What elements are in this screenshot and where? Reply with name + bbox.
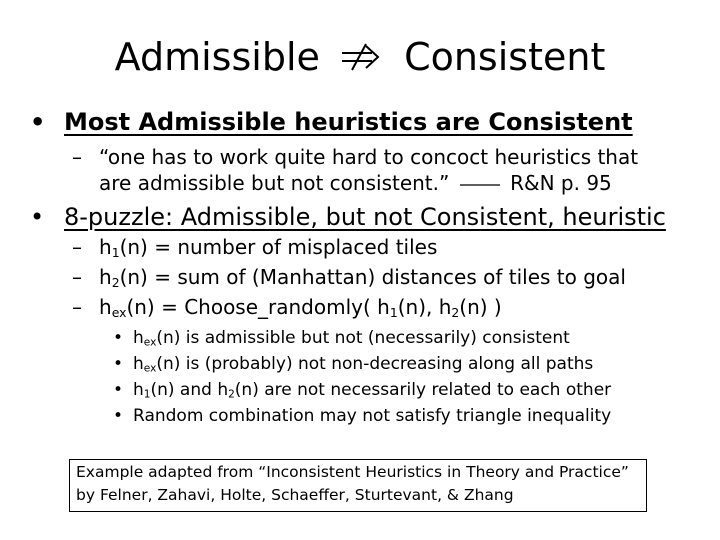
dash: – xyxy=(72,265,82,289)
heuristic-hex: – $h_{ex}(n)$ = Choose_randomly( $h_1(n)$, $h_2(n)$ ) xyxy=(72,295,502,321)
sub-bullet-1: • $h_{ex}(n)$ is admissible but not (necessarily) consistent xyxy=(113,325,570,351)
quote-text-2: are admissible but not consistent.” xyxy=(99,171,450,195)
bullet-dot: • xyxy=(113,380,124,400)
em-dash-rule xyxy=(456,178,504,190)
bullet-1-text: Most Admissible heuristics are Consistent xyxy=(64,108,633,136)
quote-source: R&N p. 95 xyxy=(510,171,612,195)
slide-title xyxy=(0,30,720,84)
quote-text-1: “one has to work quite hard to concoct heuristics that xyxy=(99,145,639,169)
title-right: Consistent xyxy=(404,35,606,79)
dash: – xyxy=(72,235,82,259)
quote-line-1 xyxy=(72,144,638,171)
bullet-2-text: 8-puzzle: Admissible, but not Consistent, heuristic xyxy=(64,203,666,231)
bullet-dot: • xyxy=(30,108,46,136)
quote-line-2 xyxy=(72,170,612,197)
citation-line-1: Example adapted from “Inconsistent Heuristics in Theory and Practice” xyxy=(76,463,629,481)
heuristic-h1: – $h_1(n)$ = number of misplaced tiles xyxy=(72,235,438,261)
bullet-dot: • xyxy=(113,354,124,374)
sub-bullet-3: • $h_1(n)$ and $h_2(n)$ are not necessarily related to each other xyxy=(113,377,611,403)
sub-bullet-4: • Random combination may not satisfy triangle inequality xyxy=(113,403,611,429)
citation-box xyxy=(69,459,647,512)
title-left: Admissible xyxy=(114,35,320,79)
heuristic-h2: – $h_2(n)$ = sum of (Manhattan) distances of tiles to goal xyxy=(72,265,626,291)
dash: – xyxy=(72,295,82,319)
not-implies-icon xyxy=(338,42,386,72)
dash: – xyxy=(72,145,82,169)
citation-line-2: by Felner, Zahavi, Holte, Schaeffer, Sturtevant, & Zhang xyxy=(76,486,514,504)
bullet-1 xyxy=(30,107,633,137)
sub-bullet-2: • $h_{ex}(n)$ is (probably) not non-decreasing along all paths xyxy=(113,351,593,377)
bullet-dot: • xyxy=(30,203,45,231)
bullet-dot: • xyxy=(113,406,124,426)
bullet-dot: • xyxy=(113,328,124,348)
bullet-2 xyxy=(30,202,666,232)
